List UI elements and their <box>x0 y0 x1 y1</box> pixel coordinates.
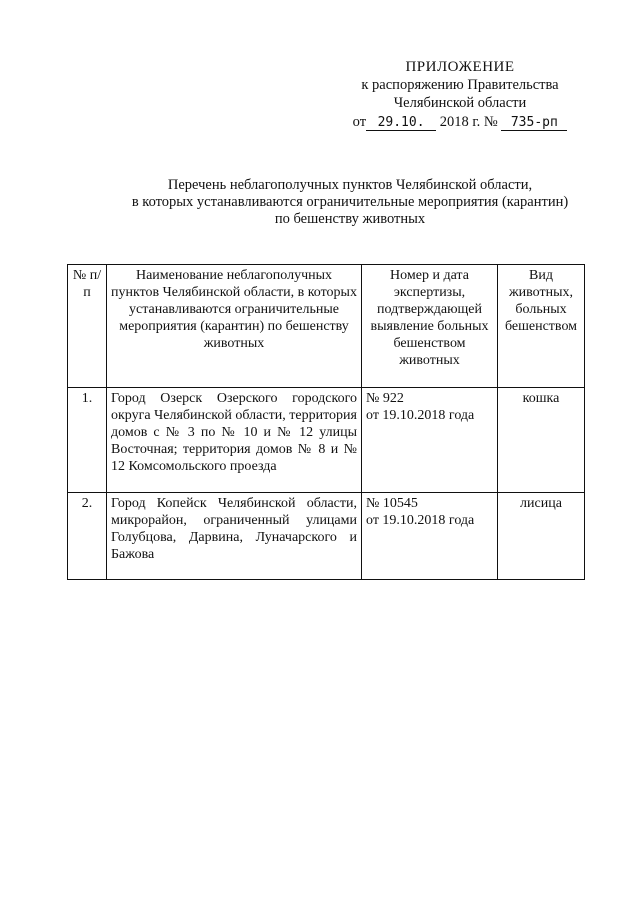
table-row <box>68 493 585 580</box>
appendix-date-line <box>340 113 580 131</box>
expertise-date: от 19.10.2018 года <box>366 513 475 528</box>
expertise-number: № 922 <box>366 391 404 406</box>
appendix-line-2: Челябинской области <box>393 95 527 111</box>
row-species: лисица <box>498 493 585 580</box>
row-number: 1. <box>68 388 107 493</box>
quarantine-table <box>67 264 585 580</box>
row-number: 2. <box>68 493 107 580</box>
header-species: Вид животных, больных бешенством <box>498 265 585 388</box>
row-location: Город Копейск Челябинской области, микрорайон, ограниченный улицами Голубцова, Дарвина, Луначарского и Бажова <box>107 493 362 580</box>
order-number: 735-рп <box>501 115 567 131</box>
row-species: кошка <box>498 388 585 493</box>
expertise-number: № 10545 <box>366 496 418 511</box>
appendix-title: ПРИЛОЖЕНИЕ <box>405 59 515 75</box>
date-prefix: от <box>352 114 367 130</box>
document-title-line-1: Перечень неблагополучных пунктов Челябинской области, <box>167 177 533 193</box>
header-expertise: Номер и дата экспертизы, подтверждающей выявление больных бешенством животных <box>362 265 498 388</box>
document-title <box>60 177 640 228</box>
document-title-line-2: в которых устанавливаются ограничительные мероприятия (карантин) <box>131 194 569 210</box>
appendix-line-1: к распоряжению Правительства <box>361 77 559 93</box>
row-expertise <box>362 493 498 580</box>
table-row <box>68 388 585 493</box>
row-expertise <box>362 388 498 493</box>
document-title-line-3: по бешенству животных <box>274 211 426 227</box>
header-location: Наименование неблагополучных пунктов Челябинской области, в которых устанавливаются ограничительные мероприятия (карантин) по бешенству животных <box>107 265 362 388</box>
year-text: 2018 г. № <box>439 114 498 130</box>
row-location: Город Озерск Озерского городского округа Челябинской области, территория домов с № 3 по № 10 и № 12 улицы Восточная; территория домов № 8 и № 12 Комсомольского проезда <box>107 388 362 493</box>
appendix-header <box>340 58 580 131</box>
table-header-row <box>68 265 585 388</box>
order-date: 29.10. <box>366 115 436 131</box>
header-number: № п/п <box>68 265 107 388</box>
expertise-date: от 19.10.2018 года <box>366 408 475 423</box>
